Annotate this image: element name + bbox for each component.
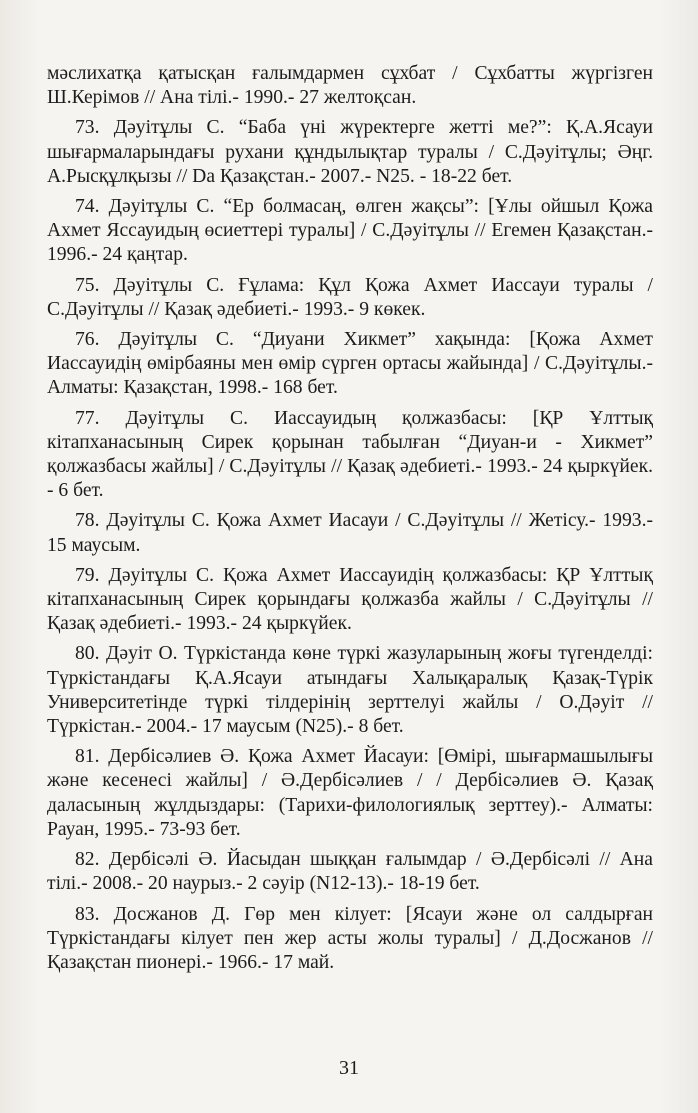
bibliography-entry: 75. Дәуітұлы С. Ғұлама: Құл Қожа Ахмет Иассауи туралы / С.Дәуітұлы // Қазақ әдебиеті.- 1993.- 9 көкек. [47, 274, 653, 320]
bibliography-entry: мәслихатқа қатысқан ғалымдармен сұхбат / Сұхбатты жүргізген Ш.Керімов // Ана тілі.- 1990.- 27 желтоқсан. [47, 63, 653, 109]
bibliography-entry: 81. Дербісәлиев Ә. Қожа Ахмет Йасауи: [Өмірі, шығармашылығы және кесенесі жайлы] / Ә.Дербісәлиев / / Дербісәлиев Ә. Қазақ даласының жұлдыздары: (Тарихи-филологиялық зерттеу).- Алматы: Рауан, 1995.- 73-93 бет. [47, 746, 653, 840]
bibliography-entry: 80. Дәуіт О. Түркістанда көне түркі жазуларының жоғы түгенделді: Түркістандағы Қ.А.Ясауи атындағы Халықаралық Қазақ-Түрік Университетінде түркі тілдерінің зерттелуі жайлы / О.Дәуіт // Түркістан.- 2004.- 17 маусым (N25).- 8 бет. [47, 643, 653, 738]
bibliography-entry: 74. Дәуітұлы С. “Ер болмасаң, өлген жақсы”: [Ұлы ойшыл Қожа Ахмет Яссауидың өсиеттері туралы] / С.Дәуітұлы // Егемен Қазақстан.- 1996.- 24 қаңтар. [47, 196, 653, 266]
bibliography-list [47, 62, 653, 981]
bibliography-entry: 76. Дәуітұлы С. “Диуани Хикмет” хақында: [Қожа Ахмет Иассауидің өмірбаяны мен өмір сүрген ортасы жайында] / С.Дәуітұлы.- Алматы: Қазақстан, 1998.- 168 бет. [47, 329, 653, 399]
bibliography-entry: 83. Досжанов Д. Гөр мен кілует: [Ясауи және ол салдырған Түркістандағы кілует пен жер асты жолы туралы] / Д.Досжанов // Қазақстан пионері.- 1966.- 17 май. [47, 903, 653, 973]
bibliography-entry: 82. Дербісәлі Ә. Йасыдан шыққан ғалымдар / Ә.Дербісәлі // Ана тілі.- 2008.- 20 наурыз.- 2 сәуір (N12-13).- 18-19 бет. [47, 849, 653, 895]
page-number: 31 [339, 1057, 359, 1079]
bibliography-entry: 73. Дәуітұлы С. “Баба үні жүректерге жетті ме?”: Қ.А.Ясауи шығармаларындағы рухани құндылықтар туралы / С.Дәуітұлы; Әңг. А.Рысқұлқызы // Da Қазақстан.- 2007.- N25. - 18-22 бет. [47, 117, 653, 187]
bibliography-entry: 77. Дәуітұлы С. Иассауидың қолжазбасы: [ҚР Ұлттық кітапханасының Сирек қорынан табылған “Диуан-и - Хикмет” қолжазбасы жайлы] / С.Дәуітұлы // Қазақ әдебиеті.- 1993.- 24 қыркүйек. - 6 бет. [47, 407, 653, 502]
bibliography-entry: 78. Дәуітұлы С. Қожа Ахмет Иасауи / С.Дәуітұлы // Жетісу.- 1993.- 15 маусым. [47, 510, 653, 556]
bibliography-entry: 79. Дәуітұлы С. Қожа Ахмет Иассауидің қолжазбасы: ҚР Ұлттық кітапханасының Сирек қорындағы қолжазба жайлы / С.Дәуітұлы // Қазақ әдебиеті.- 1993.- 24 қыркүйек. [47, 564, 653, 635]
